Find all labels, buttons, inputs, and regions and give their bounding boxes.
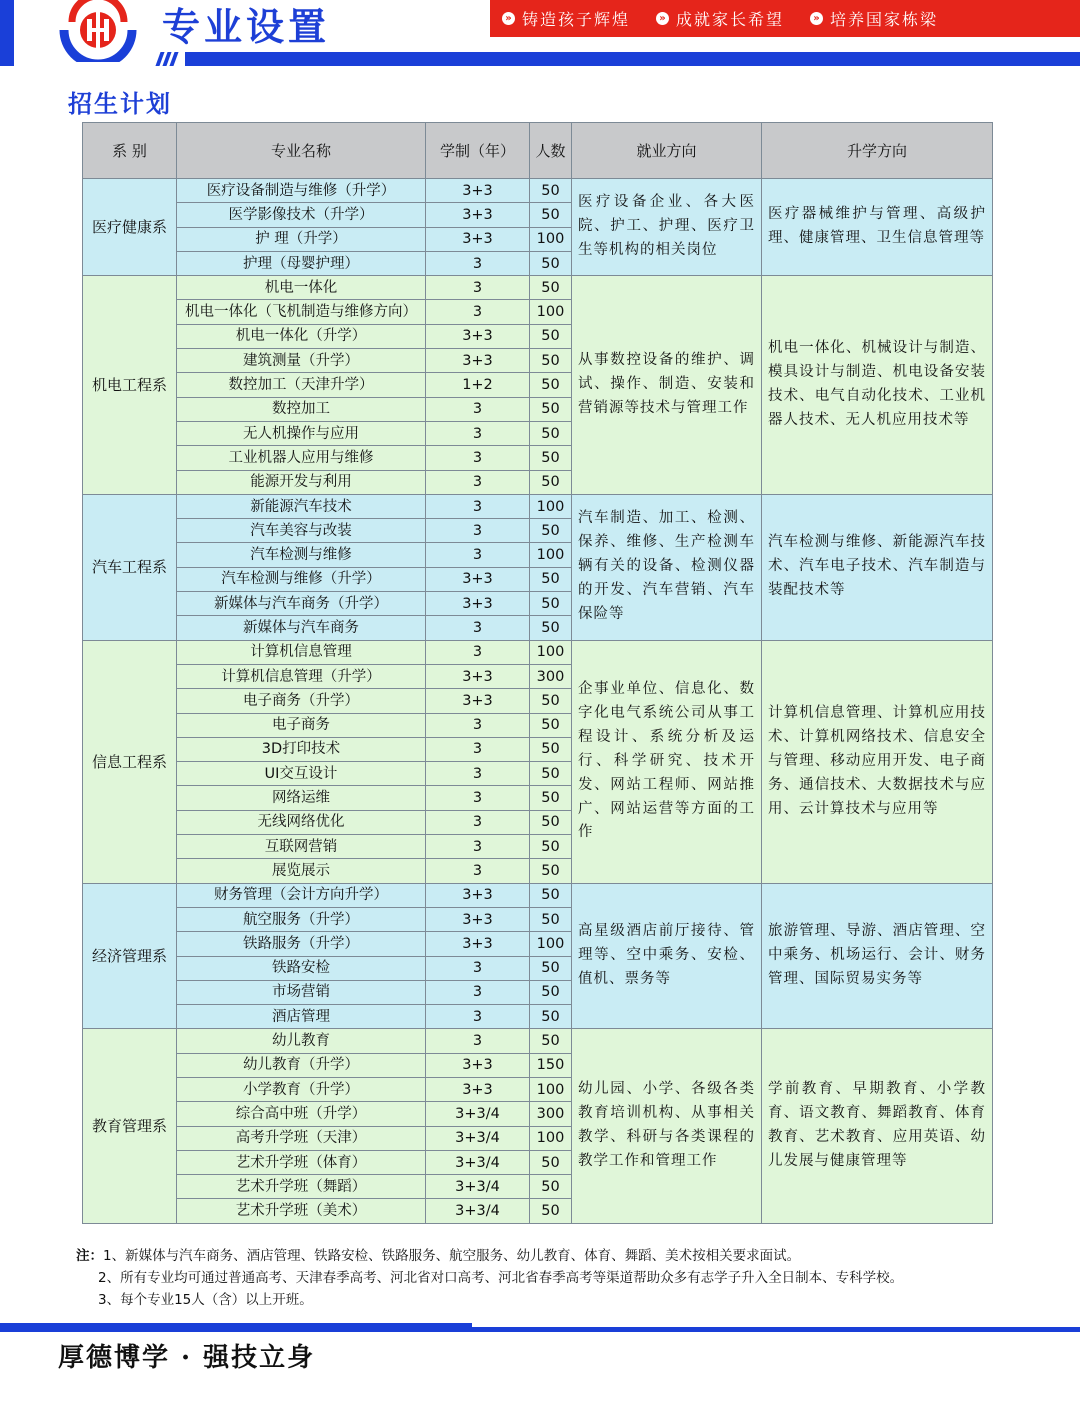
table-body	[83, 179, 993, 1224]
major-count: 50	[530, 470, 572, 494]
major-years: 3+3/4	[426, 1126, 530, 1150]
major-years: 3+3/4	[426, 1150, 530, 1174]
further-study-direction: 旅游管理、导游、酒店管理、空中乘务、机场运行、会计、财务管理、国际贸易实务等	[762, 883, 993, 1029]
table-row	[83, 276, 993, 300]
major-name: 艺术升学班（体育）	[177, 1150, 426, 1174]
major-name: 机电一体化（飞机制造与维修方向）	[177, 300, 426, 324]
footer-bar-thin	[472, 1327, 1080, 1332]
column-header: 就业方向	[572, 123, 762, 179]
major-count: 50	[530, 519, 572, 543]
major-count: 50	[530, 810, 572, 834]
enrollment-plan-table	[82, 122, 993, 1224]
major-years: 3	[426, 956, 530, 980]
major-name: 数控加工	[177, 397, 426, 421]
major-name: 建筑测量（升学）	[177, 349, 426, 373]
slogan-item: » 培养国家栋梁	[810, 7, 938, 30]
major-count: 50	[530, 592, 572, 616]
major-name: 护理（母婴护理）	[177, 251, 426, 275]
major-years: 3+3	[426, 179, 530, 203]
major-name: 医学影像技术（升学）	[177, 203, 426, 227]
major-years: 3+3	[426, 932, 530, 956]
header-underbar	[185, 52, 1080, 66]
major-count: 50	[530, 1175, 572, 1199]
major-years: 3+3	[426, 227, 530, 251]
major-count: 50	[530, 1150, 572, 1174]
major-years: 3	[426, 251, 530, 275]
major-count: 50	[530, 421, 572, 445]
chevron-right-icon: »	[810, 12, 823, 25]
school-logo-icon	[58, 0, 138, 62]
major-count: 50	[530, 203, 572, 227]
major-count: 50	[530, 737, 572, 761]
major-count: 50	[530, 616, 572, 640]
major-years: 3	[426, 494, 530, 518]
major-years: 1+2	[426, 373, 530, 397]
major-name: 工业机器人应用与维修	[177, 446, 426, 470]
major-count: 50	[530, 762, 572, 786]
major-name: 3D打印技术	[177, 737, 426, 761]
major-years: 3	[426, 640, 530, 664]
major-count: 50	[530, 883, 572, 907]
note-lead: 注：	[76, 1248, 103, 1264]
major-count: 50	[530, 349, 572, 373]
major-years: 3	[426, 421, 530, 445]
major-count: 50	[530, 446, 572, 470]
major-years: 3+3	[426, 324, 530, 348]
note-line: 3、每个专业15人（含）以上开班。	[98, 1292, 313, 1308]
major-count: 50	[530, 1005, 572, 1029]
major-count: 50	[530, 373, 572, 397]
further-study-direction: 学前教育、早期教育、小学教育、语文教育、舞蹈教育、体育教育、艺术教育、应用英语、幼儿发展与健康管理等	[762, 1029, 993, 1223]
employment-direction: 从事数控设备的维护、调试、操作、制造、安装和营销源等技术与管理工作	[572, 276, 762, 495]
major-name: 幼儿教育	[177, 1029, 426, 1053]
major-years: 3	[426, 276, 530, 300]
major-name: 机电一体化（升学）	[177, 324, 426, 348]
major-years: 3+3	[426, 203, 530, 227]
major-name: 艺术升学班（舞蹈）	[177, 1175, 426, 1199]
column-header: 专业名称	[177, 123, 426, 179]
major-years: 3	[426, 835, 530, 859]
major-years: 3	[426, 713, 530, 737]
slogan-bar	[490, 0, 1080, 37]
major-years: 3	[426, 786, 530, 810]
major-count: 100	[530, 543, 572, 567]
major-years: 3	[426, 1029, 530, 1053]
major-years: 3	[426, 446, 530, 470]
major-years: 3+3	[426, 1053, 530, 1077]
employment-direction: 汽车制造、加工、检测、保养、维修、生产检测车辆有关的设备、检测仪器的开发、汽车营销、汽车保险等	[572, 494, 762, 640]
major-name: UI交互设计	[177, 762, 426, 786]
major-count: 50	[530, 956, 572, 980]
notes-section	[76, 1245, 903, 1311]
major-years: 3	[426, 543, 530, 567]
major-name: 汽车检测与维修	[177, 543, 426, 567]
table-row	[83, 640, 993, 664]
major-name: 新媒体与汽车商务（升学）	[177, 592, 426, 616]
major-name: 酒店管理	[177, 1005, 426, 1029]
major-name: 电子商务	[177, 713, 426, 737]
department-name: 教育管理系	[83, 1029, 177, 1223]
major-years: 3	[426, 397, 530, 421]
major-name: 新媒体与汽车商务	[177, 616, 426, 640]
employment-direction: 医疗设备企业、各大医院、护工、护理、医疗卫生等机构的相关岗位	[572, 179, 762, 276]
major-years: 3+3	[426, 907, 530, 931]
major-years: 3+3/4	[426, 1175, 530, 1199]
major-count: 300	[530, 1102, 572, 1126]
further-study-direction: 汽车检测与维修、新能源汽车技术、汽车电子技术、汽车制造与装配技术等	[762, 494, 993, 640]
major-count: 50	[530, 980, 572, 1004]
major-years: 3+3/4	[426, 1102, 530, 1126]
major-name: 艺术升学班（美术）	[177, 1199, 426, 1223]
major-count: 100	[530, 1077, 572, 1101]
chevron-right-icon: »	[502, 12, 515, 25]
major-years: 3+3	[426, 689, 530, 713]
column-header: 学制（年）	[426, 123, 530, 179]
major-years: 3+3	[426, 883, 530, 907]
header-stripes	[158, 52, 180, 66]
major-name: 幼儿教育（升学）	[177, 1053, 426, 1077]
header-left-bar	[0, 0, 14, 66]
major-name: 财务管理（会计方向升学）	[177, 883, 426, 907]
major-count: 50	[530, 713, 572, 737]
major-count: 100	[530, 300, 572, 324]
major-name: 互联网营销	[177, 835, 426, 859]
major-years: 3	[426, 300, 530, 324]
column-header: 人数	[530, 123, 572, 179]
major-count: 50	[530, 835, 572, 859]
major-years: 3	[426, 762, 530, 786]
section-title: 招生计划	[68, 90, 172, 118]
major-name: 机电一体化	[177, 276, 426, 300]
employment-direction: 幼儿园、小学、各级各类教育培训机构、从事相关教学、科研与各类课程的教学工作和管理工作	[572, 1029, 762, 1223]
major-name: 计算机信息管理	[177, 640, 426, 664]
major-count: 50	[530, 567, 572, 591]
major-years: 3+3	[426, 349, 530, 373]
major-name: 航空服务（升学）	[177, 907, 426, 931]
employment-direction: 高星级酒店前厅接待、管理等、空中乘务、安检、值机、票务等	[572, 883, 762, 1029]
major-years: 3	[426, 616, 530, 640]
major-years: 3	[426, 810, 530, 834]
major-name: 能源开发与利用	[177, 470, 426, 494]
major-count: 50	[530, 786, 572, 810]
slogan-item: » 成就家长希望	[656, 7, 784, 30]
major-count: 50	[530, 907, 572, 931]
major-name: 计算机信息管理（升学）	[177, 664, 426, 688]
major-count: 50	[530, 397, 572, 421]
major-years: 3+3	[426, 1077, 530, 1101]
major-name: 无线网络优化	[177, 810, 426, 834]
major-name: 铁路安检	[177, 956, 426, 980]
column-header: 系 别	[83, 123, 177, 179]
major-count: 50	[530, 859, 572, 883]
table-row	[83, 179, 993, 203]
major-name: 汽车检测与维修（升学）	[177, 567, 426, 591]
major-count: 100	[530, 932, 572, 956]
major-years: 3+3	[426, 567, 530, 591]
major-count: 100	[530, 494, 572, 518]
major-count: 300	[530, 664, 572, 688]
major-count: 50	[530, 276, 572, 300]
further-study-direction: 计算机信息管理、计算机应用技术、计算机网络技术、信息安全与管理、移动应用开发、电子商务、通信技术、大数据技术与应用、云计算技术与应用等	[762, 640, 993, 883]
footer-motto: 厚德博学 · 强技立身	[58, 1343, 316, 1373]
major-name: 小学教育（升学）	[177, 1077, 426, 1101]
major-name: 汽车美容与改装	[177, 519, 426, 543]
column-header: 升学方向	[762, 123, 993, 179]
major-count: 100	[530, 1126, 572, 1150]
major-count: 100	[530, 227, 572, 251]
table-row	[83, 494, 993, 518]
major-name: 综合高中班（升学）	[177, 1102, 426, 1126]
note-line: 注：1、新媒体与汽车商务、酒店管理、铁路安检、铁路服务、航空服务、幼儿教育、体育、舞蹈、美术按相关要求面试。	[76, 1248, 801, 1264]
major-years: 3+3/4	[426, 1199, 530, 1223]
department-name: 机电工程系	[83, 276, 177, 495]
major-years: 3	[426, 980, 530, 1004]
major-name: 市场营销	[177, 980, 426, 1004]
slogan-item: » 铸造孩子辉煌	[502, 7, 630, 30]
major-count: 50	[530, 1029, 572, 1053]
major-name: 新能源汽车技术	[177, 494, 426, 518]
major-name: 高考升学班（天津）	[177, 1126, 426, 1150]
major-name: 医疗设备制造与维修（升学）	[177, 179, 426, 203]
note-line: 2、所有专业均可通过普通高考、天津春季高考、河北省对口高考、河北省春季高考等渠道帮助众多有志学子升入全日制本、专科学校。	[98, 1270, 904, 1286]
major-name: 数控加工（天津升学）	[177, 373, 426, 397]
further-study-direction: 医疗器械维护与管理、高级护理、健康管理、卫生信息管理等	[762, 179, 993, 276]
major-years: 3	[426, 1005, 530, 1029]
major-name: 电子商务（升学）	[177, 689, 426, 713]
major-years: 3+3	[426, 592, 530, 616]
major-count: 150	[530, 1053, 572, 1077]
major-name: 网络运维	[177, 786, 426, 810]
major-count: 100	[530, 640, 572, 664]
department-name: 经济管理系	[83, 883, 177, 1029]
department-name: 信息工程系	[83, 640, 177, 883]
major-count: 50	[530, 179, 572, 203]
employment-direction: 企事业单位、信息化、数字化电气系统公司从事工程设计、系统分析及运行、科学研究、技术开发、网站工程师、网站推广、网站运营等方面的工作	[572, 640, 762, 883]
major-name: 展览展示	[177, 859, 426, 883]
major-name: 护 理（升学）	[177, 227, 426, 251]
major-count: 50	[530, 1199, 572, 1223]
page-header-title: 专业设置	[162, 5, 331, 49]
major-years: 3	[426, 859, 530, 883]
footer-bar	[0, 1323, 472, 1332]
major-name: 无人机操作与应用	[177, 421, 426, 445]
chevron-right-icon: »	[656, 12, 669, 25]
major-count: 50	[530, 324, 572, 348]
department-name: 医疗健康系	[83, 179, 177, 276]
major-name: 铁路服务（升学）	[177, 932, 426, 956]
major-count: 50	[530, 689, 572, 713]
major-count: 50	[530, 251, 572, 275]
table-header-row	[83, 123, 993, 179]
table-row	[83, 1029, 993, 1053]
major-years: 3	[426, 470, 530, 494]
further-study-direction: 机电一体化、机械设计与制造、模具设计与制造、机电设备安装技术、电气自动化技术、工业机器人技术、无人机应用技术等	[762, 276, 993, 495]
major-years: 3+3	[426, 664, 530, 688]
department-name: 汽车工程系	[83, 494, 177, 640]
major-years: 3	[426, 737, 530, 761]
table-row	[83, 883, 993, 907]
major-years: 3	[426, 519, 530, 543]
